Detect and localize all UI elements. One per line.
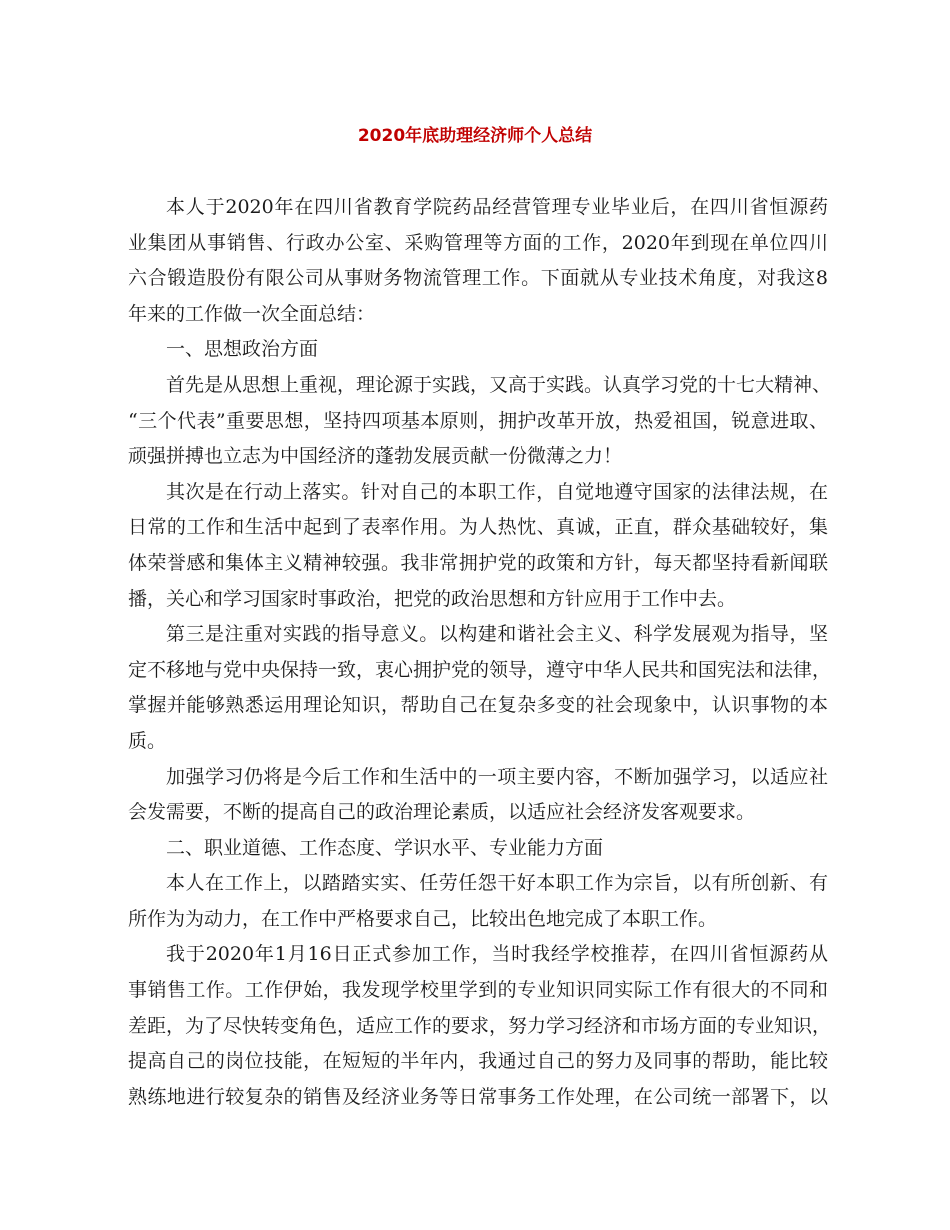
document-body: [128, 190, 832, 1115]
text-line: 差距，为了尽快转变角色，适应工作的要求，努力学习经济和市场方面的专业知识，: [128, 1014, 832, 1037]
text-line: 提高自己的岗位技能，在短短的半年内，我通过自己的努力及同事的帮助，能比较: [128, 1050, 828, 1073]
text-line: 会发需要，不断的提高自己的政治理论素质，以适应社会经济发客观要求。: [128, 801, 756, 824]
text-line: 加强学习仍将是今后工作和生活中的一项主要内容，不断加强学习，以适应社: [166, 765, 828, 788]
text-line: 二、职业道德、工作态度、学识水平、专业能力方面: [166, 836, 604, 859]
text-line: 日常的工作和生活中起到了表率作用。为人热忱、真诚，正直，群众基础较好，集: [128, 516, 828, 539]
text-line: 业集团从事销售、行政办公室、采购管理等方面的工作，2020年到现在单位四川: [128, 231, 828, 254]
text-line: 本人在工作上，以踏踏实实、任劳任怨干好本职工作为宗旨，以有所创新、有: [166, 872, 828, 895]
text-line: 第三是注重对实践的指导意义。以构建和谐社会主义、科学发展观为指导，坚: [166, 623, 828, 646]
text-line: 首先是从思想上重视，理论源于实践，又高于实践。认真学习党的十七大精神、: [166, 373, 832, 396]
text-line: 体荣誉感和集体主义精神较强。我非常拥护党的政策和方针，每天都坚持看新闻联: [128, 551, 828, 574]
text-line: 本人于2020年在四川省教育学院药品经营管理专业毕业后，在四川省恒源药: [166, 196, 828, 218]
text-line: 一、思想政治方面: [166, 338, 319, 361]
text-line: 定不移地与党中央保持一致，衷心拥护党的领导，遵守中华人民共和国宪法和法律，: [128, 658, 832, 681]
text-line: 播，关心和学习国家时事政治，把党的政治思想和方针应用于工作中去。: [128, 587, 737, 610]
text-line: 六合锻造股份有限公司从事财务物流管理工作。下面就从专业技术角度，对我这8: [128, 267, 828, 290]
document-title: 2020年底助理经济师个人总结: [357, 126, 593, 146]
text-line: “三个代表”重要思想，坚持四项基本原则，拥护改革开放，热爱祖国，锐意进取、: [128, 409, 828, 432]
text-line: 事销售工作。工作伊始，我发现学校里学到的专业知识同实际工作有很大的不同和: [128, 979, 828, 1002]
text-line: 所作为为动力，在工作中严格要求自己，比较出色地完成了本职工作。: [128, 907, 718, 930]
text-line: 顽强拼搏也立志为中国经济的蓬勃发展贡献一份微薄之力！: [128, 445, 623, 468]
text-line: 掌握并能够熟悉运用理论知识，帮助自己在复杂多变的社会现象中，认识事物的本: [128, 694, 828, 717]
text-line: 年来的工作做一次全面总结：: [128, 302, 376, 325]
text-line: 熟练地进行较复杂的销售及经济业务等日常事务工作处理，在公司统一部署下，以: [128, 1085, 828, 1108]
text-line: 质。: [128, 729, 167, 752]
text-line: 我于2020年1月16日正式参加工作，当时我经学校推荐，在四川省恒源药从: [166, 943, 828, 966]
text-line: 其次是在行动上落实。针对自己的本职工作，自觉地遵守国家的法律法规，在: [166, 480, 828, 503]
